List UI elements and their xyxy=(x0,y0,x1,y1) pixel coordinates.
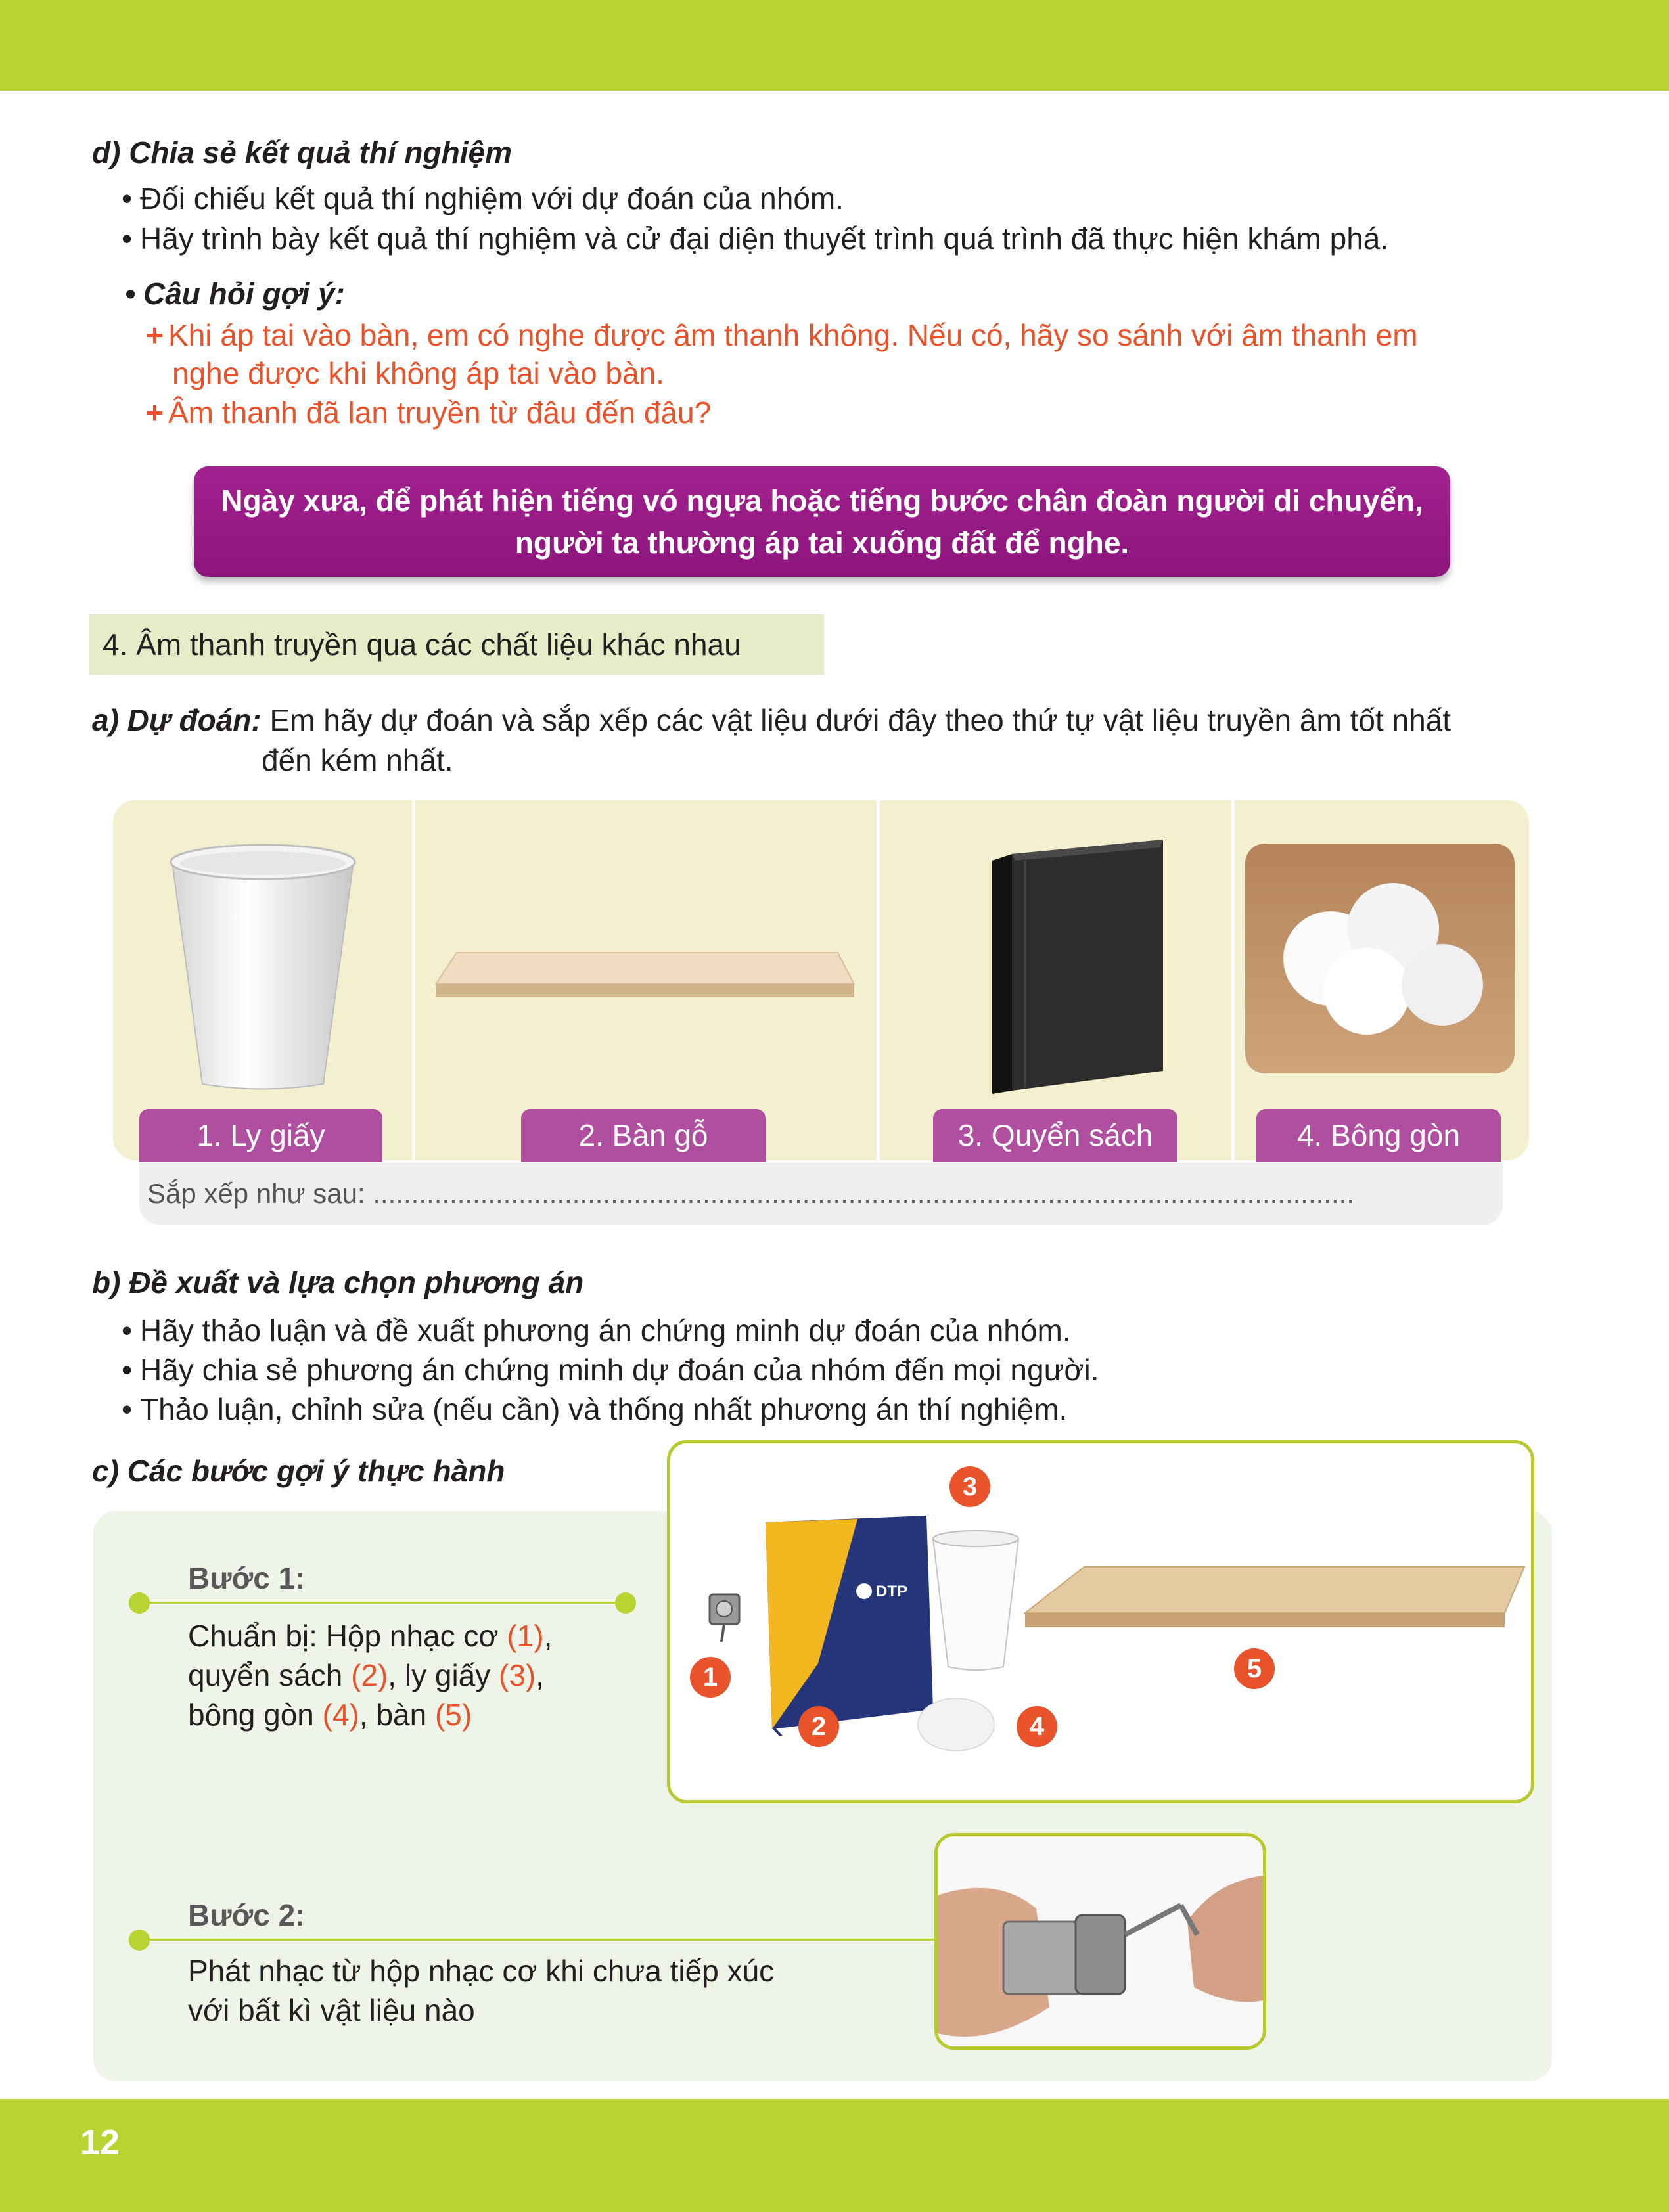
section-heading: 4. Âm thanh truyền qua các chất liệu khác nhau xyxy=(89,614,824,675)
step-dot-icon xyxy=(129,1930,150,1951)
bullet-dot-icon: • xyxy=(122,1353,133,1387)
step2-title: Bước 2: xyxy=(188,1898,306,1932)
bullet-item: • Đối chiếu kết quả thí nghiệm với dự đoán của nhóm. xyxy=(122,179,844,218)
bullet-item: • Hãy chia sẻ phương án chứng minh dự đoán của nhóm đến mọi người. xyxy=(122,1350,1099,1389)
hint-item-continued: nghe được khi không áp tai vào bàn. xyxy=(172,356,664,390)
step-dot-icon xyxy=(129,1592,150,1614)
callout-line: Ngày xưa, để phát hiện tiếng vó ngựa hoặc tiếng bước chân đoàn người di chuyển, xyxy=(221,484,1423,518)
step1-title: Bước 1: xyxy=(188,1561,306,1595)
item-number-4: 4 xyxy=(1017,1706,1057,1747)
section-c-title: c) Các bước gợi ý thực hành xyxy=(92,1454,505,1488)
materials-photo xyxy=(667,1440,1534,1803)
bullet-item: • Thảo luận, chỉnh sửa (nếu cần) và thống nhất phương án thí nghiệm. xyxy=(122,1389,1067,1429)
music-box-photo xyxy=(934,1833,1266,2050)
bullet-dot-icon: • xyxy=(122,181,133,215)
bullet-dot-icon: • xyxy=(122,1313,133,1347)
divider xyxy=(1231,800,1235,1160)
arrange-answer-line[interactable]: Sắp xếp như sau: ................................................................................................................................ xyxy=(139,1163,1503,1225)
music-box-image xyxy=(703,1581,749,1647)
photo-paper-cup-image xyxy=(930,1529,1022,1673)
step2-line: Phát nhạc từ hộp nhạc cơ khi chưa tiếp xúc xyxy=(188,1954,775,1988)
fact-callout xyxy=(194,466,1450,577)
wooden-board-image xyxy=(430,946,857,1005)
prediction-line-continued: đến kém nhất. xyxy=(262,743,453,777)
bottom-band xyxy=(0,2099,1669,2212)
book-brand: DTP xyxy=(876,1583,907,1600)
hint-title: • Câu hỏi gợi ý: xyxy=(125,277,345,311)
plus-icon: + xyxy=(146,395,164,430)
hint-item: + Âm thanh đã lan truyền từ đâu đến đâu? xyxy=(146,393,711,432)
top-band xyxy=(0,0,1669,91)
item-number-5: 5 xyxy=(1234,1648,1275,1689)
photo-cotton-ball-image xyxy=(913,1693,999,1755)
hint-item: + Khi áp tai vào bàn, em có nghe được âm thanh không. Nếu có, hãy so sánh với âm thanh em xyxy=(146,315,1418,355)
material-label-cotton: 4. Bông gòn xyxy=(1256,1109,1501,1162)
page-number: 12 xyxy=(80,2123,120,2162)
step1-line: bông gòn (4), bàn (5) xyxy=(188,1698,472,1732)
divider xyxy=(412,800,415,1160)
paper-cup-image xyxy=(164,841,361,1094)
divider xyxy=(877,800,880,1160)
step2-line: với bất kì vật liệu nào xyxy=(188,1993,475,2027)
photo-wooden-board-image xyxy=(1022,1562,1528,1640)
step1-line: quyển sách (2), ly giấy (3), xyxy=(188,1658,545,1692)
item-number-1: 1 xyxy=(690,1657,731,1698)
material-label-table: 2. Bàn gỗ xyxy=(521,1109,766,1162)
plus-icon: + xyxy=(146,318,164,352)
cotton-balls-image xyxy=(1245,844,1515,1073)
section-d-title: d) Chia sẻ kết quả thí nghiệm xyxy=(92,135,512,169)
step-connector-line xyxy=(139,1602,626,1604)
material-label-book: 3. Quyển sách xyxy=(933,1109,1177,1162)
bullet-dot-icon: • xyxy=(125,277,136,311)
hands-music-box-image xyxy=(938,1836,1263,2046)
material-label-cup: 1. Ly giấy xyxy=(139,1109,382,1162)
item-number-3: 3 xyxy=(949,1466,990,1507)
callout-line: người ta thường áp tai xuống đất để nghe. xyxy=(514,526,1130,560)
step-connector-line xyxy=(139,1939,940,1941)
step-dot-icon xyxy=(615,1592,636,1614)
prediction-label: a) Dự đoán: xyxy=(92,703,262,737)
bullet-dot-icon: • xyxy=(122,221,133,256)
section-b-title: b) Đề xuất và lựa chọn phương án xyxy=(92,1265,584,1299)
bullet-item: • Hãy thảo luận và đề xuất phương án chứng minh dự đoán của nhóm. xyxy=(122,1311,1071,1350)
bullet-dot-icon: • xyxy=(122,1392,133,1426)
step1-line: Chuẩn bị: Hộp nhạc cơ (1), xyxy=(188,1619,553,1653)
black-book-image xyxy=(986,834,1170,1097)
prediction-line: a) Dự đoán: Em hãy dự đoán và sắp xếp các vật liệu dưới đây theo thứ tự vật liệu truyền âm tốt nhất xyxy=(92,703,1452,737)
item-number-2: 2 xyxy=(798,1706,839,1747)
bullet-item: • Hãy trình bày kết quả thí nghiệm và cử đại diện thuyết trình quá trình đã thực hiện khám phá. xyxy=(122,219,1388,258)
